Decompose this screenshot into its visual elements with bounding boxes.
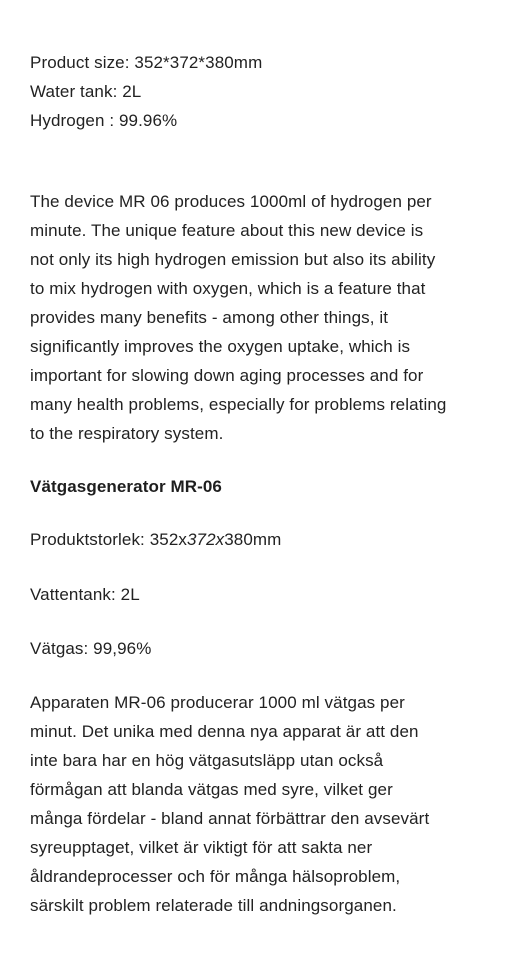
spec-hydrogen: Hydrogen : 99.96% (30, 111, 178, 130)
description-swedish (30, 688, 500, 920)
description-line: to mix hydrogen with oxygen, which is a feature that (30, 279, 426, 298)
description-line: inte bara har en hög vätgasutsläpp utan också (30, 751, 384, 770)
description-line: särskilt problem relaterade till andningsorganen. (30, 896, 397, 915)
swedish-spec-size (30, 525, 500, 554)
spec-list (30, 48, 500, 135)
description-line: minut. Det unika med denna nya apparat är att den (30, 722, 419, 741)
spec-size-text (30, 525, 500, 554)
swedish-spec-gas (30, 634, 500, 663)
spec-product-size: Product size: 352*372*380mm (30, 53, 263, 72)
spec-size-suffix: 380mm (224, 530, 282, 549)
description-line: not only its high hydrogen emission but also its ability (30, 250, 436, 269)
description-line: förmågan att blanda vätgas med syre, vilket ger (30, 780, 393, 799)
swedish-heading (30, 472, 500, 501)
swedish-spec-tank (30, 580, 500, 609)
spec-size-prefix: Produktstorlek: 352x (30, 530, 187, 549)
description-line: many health problems, especially for problems relating (30, 395, 447, 414)
spec-tank-text: Vattentank: 2L (30, 585, 140, 604)
spec-size-italic: 372x (186, 530, 225, 549)
description-line: syreupptaget, vilket är viktigt för att sakta ner (30, 838, 373, 857)
spec-water-tank: Water tank: 2L (30, 82, 142, 101)
description-line: The device MR 06 produces 1000ml of hydrogen per (30, 192, 432, 211)
description-line: significantly improves the oxygen uptake, which is (30, 337, 411, 356)
product-title: Vätgasgenerator MR-06 (30, 477, 222, 496)
description-line: to the respiratory system. (30, 424, 224, 443)
description-english (30, 187, 500, 448)
description-line: provides many benefits - among other things, it (30, 308, 389, 327)
description-line: Apparaten MR-06 producerar 1000 ml vätgas per (30, 693, 405, 712)
description-line: important for slowing down aging processes and for (30, 366, 424, 385)
description-line: åldrandeprocesser och för många hälsoproblem, (30, 867, 401, 886)
description-line: många fördelar - bland annat förbättrar den avsevärt (30, 809, 430, 828)
spec-gas-text: Vätgas: 99,96% (30, 639, 152, 658)
description-line: minute. The unique feature about this new device is (30, 221, 424, 240)
